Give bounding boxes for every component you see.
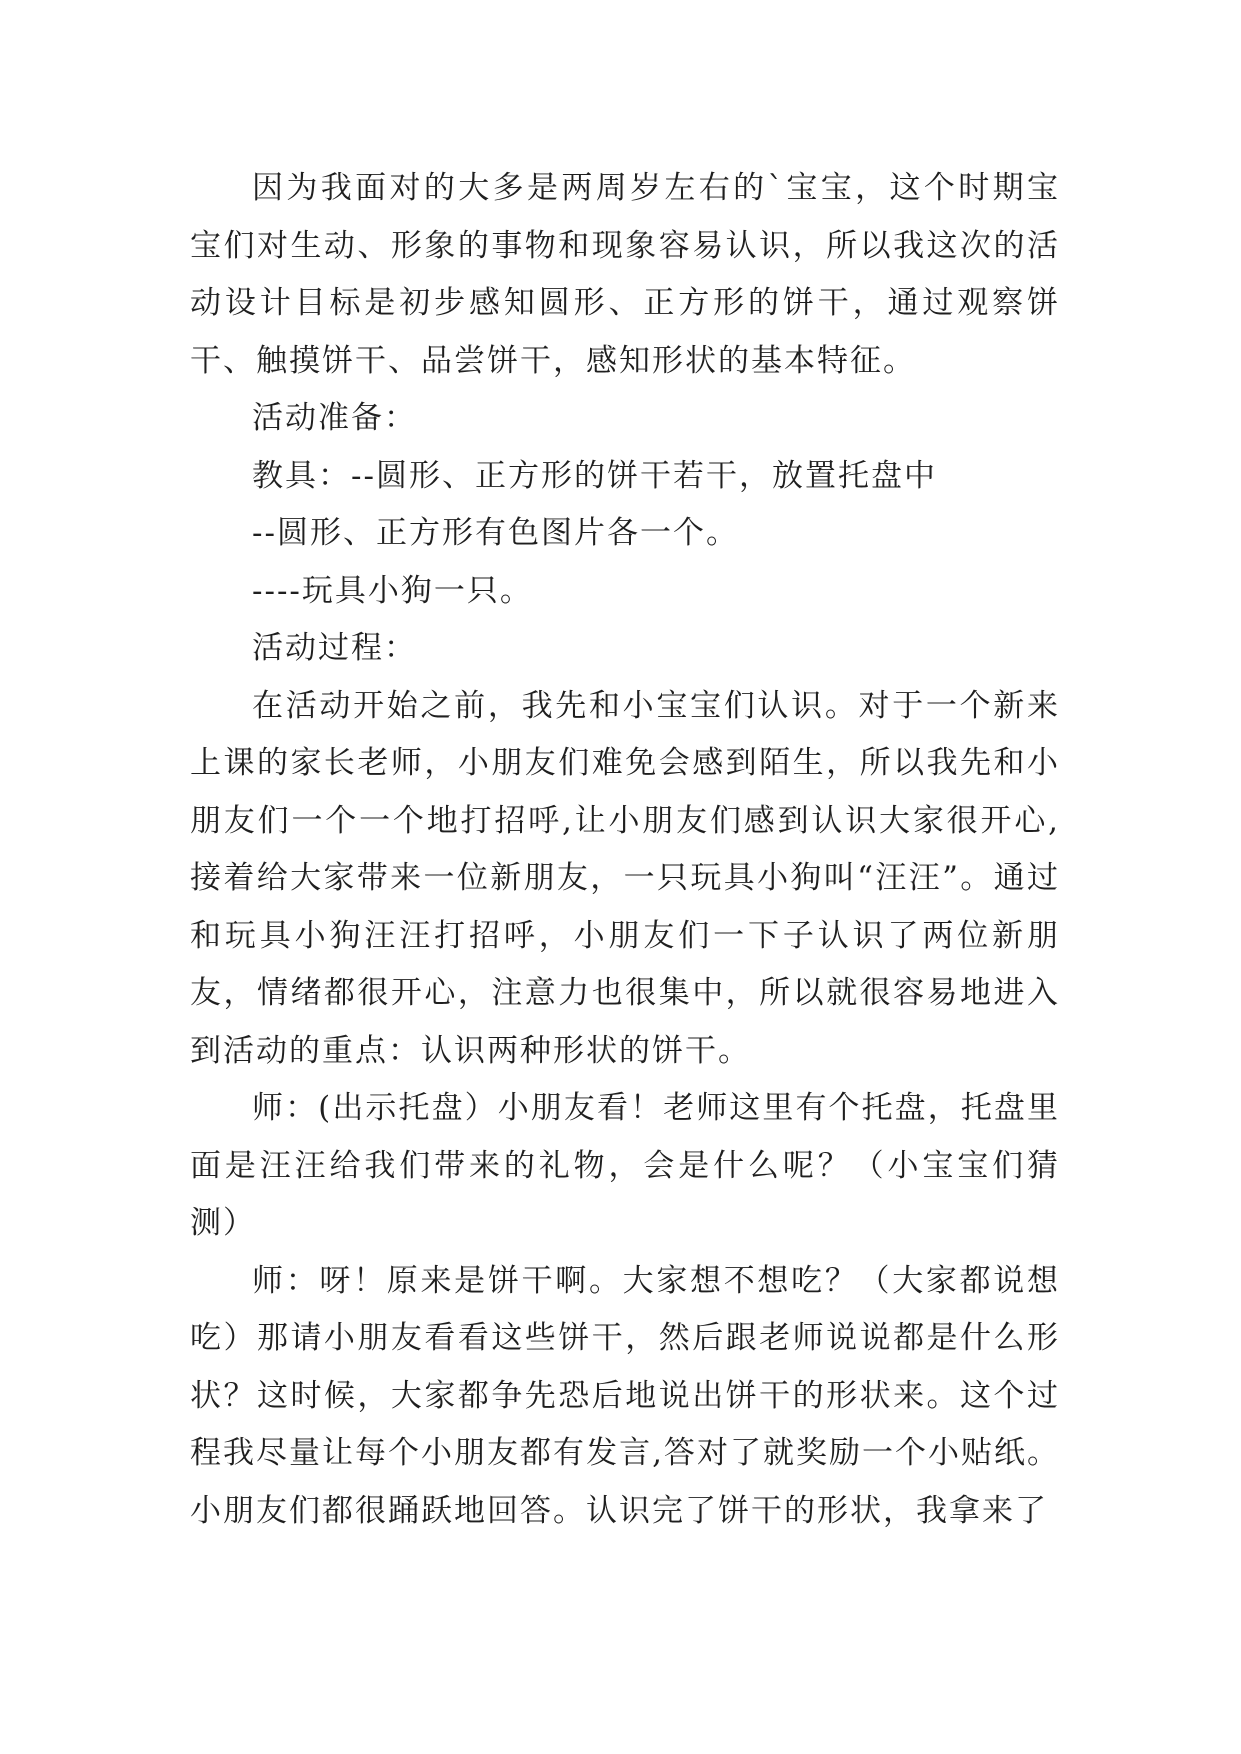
paragraph-process-heading: 活动过程： bbox=[252, 630, 417, 666]
paragraph-preparation-heading: 活动准备： bbox=[252, 400, 417, 436]
paragraph-toy-dog: ----玩具小狗一只。 bbox=[252, 572, 533, 609]
paragraph-introduction-activity: 在活动开始之前，我先和小宝宝们认识。对于一个新来上课的家长老师，小朋友们难免会感到陌生，所以我先和小朋友们一个一个地打招呼,让小朋友们感到认识大家很开心,接着给大家带来一位新朋友，一只玩具小狗叫“汪汪”。通过和玩具小狗汪汪打招呼，小朋友们一下子认识了两位新朋友，情绪都很开心，注意力也很集中，所以就很容易地进入到活动的重点：认识两种形状的饼干。 bbox=[190, 687, 1060, 1069]
paragraph-teacher-biscuits: 师：呀！原来是饼干啊。大家想不想吃？（大家都说想吃）那请小朋友看看这些饼干，然后跟老师说说都是什么形状？这时候，大家都争先恐后地说出饼干的形状来。这个过程我尽量让每个小朋友都有发言,答对了就奖励一个小贴纸。小朋友们都很踊跃地回答。认识完了饼干的形状，我拿来了 bbox=[190, 1262, 1060, 1529]
paragraph-teaching-aids: 教具：--圆形、正方形的饼干若干，放置托盘中 bbox=[252, 457, 937, 494]
paragraph-teacher-tray: 师：(出示托盘）小朋友看！老师这里有个托盘，托盘里面是汪汪给我们带来的礼物，会是什么呢？（小宝宝们猜测） bbox=[190, 1090, 1060, 1241]
paragraph-intro: 因为我面对的大多是两周岁左右的`宝宝，这个时期宝宝们对生动、形象的事物和现象容易认识，所以我这次的活动设计目标是初步感知圆形、正方形的饼干，通过观察饼干、触摸饼干、品尝饼干，感知形状的基本特征。 bbox=[190, 170, 1060, 379]
document-body bbox=[190, 160, 1060, 1540]
paragraph-colored-pictures: --圆形、正方形有色图片各一个。 bbox=[252, 515, 739, 551]
